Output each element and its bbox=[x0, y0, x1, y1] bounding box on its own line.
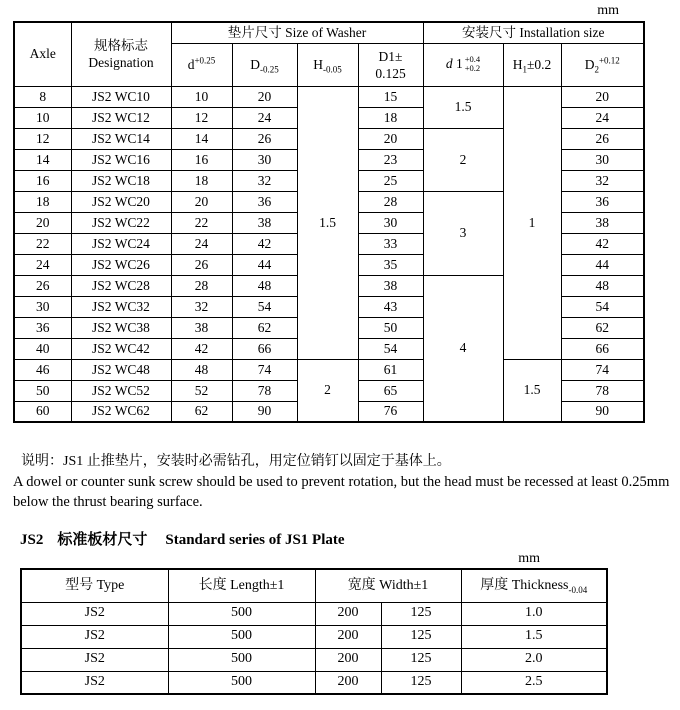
cell-D1: 54 bbox=[358, 338, 423, 359]
col-header-H1: $H_1\pm 0.2$ bbox=[503, 43, 561, 86]
cell-designation: JS2 WC24 bbox=[71, 233, 171, 254]
cell-D: 42 bbox=[232, 233, 297, 254]
cell-type: JS2 bbox=[21, 602, 168, 625]
cell-type: JS2 bbox=[21, 671, 168, 694]
cell-axle: 26 bbox=[14, 275, 71, 296]
cell-d1-merged: 3 bbox=[423, 191, 503, 275]
cell-H1-merged: 1.5 bbox=[503, 359, 561, 422]
tolerance-sub: -0.25 bbox=[260, 64, 279, 75]
cell-length: 500 bbox=[168, 625, 315, 648]
cell-D: 38 bbox=[232, 212, 297, 233]
cell-d1-merged: 4 bbox=[423, 275, 503, 422]
designation-en: Designation bbox=[88, 55, 154, 71]
col-header-D1: D1± 0.125 bbox=[358, 43, 423, 86]
cell-D1: 18 bbox=[358, 107, 423, 128]
cell-width-200: 200 bbox=[315, 625, 381, 648]
cell-d: 32 bbox=[171, 296, 232, 317]
cell-D1: 25 bbox=[358, 170, 423, 191]
col-header-D: $D_{-0.25}$ bbox=[232, 43, 297, 86]
cell-D: 24 bbox=[232, 107, 297, 128]
cell-H-merged: 1.5 bbox=[297, 86, 358, 359]
cell-D1: 33 bbox=[358, 233, 423, 254]
designation-zh: 规格标志 bbox=[94, 38, 148, 54]
cell-D2: 24 bbox=[561, 107, 644, 128]
col-header-axle: Axle bbox=[14, 22, 71, 86]
cell-d: 48 bbox=[171, 359, 232, 380]
cell-axle: 24 bbox=[14, 254, 71, 275]
washer-spec-table-header bbox=[14, 22, 644, 86]
cell-designation: JS2 WC52 bbox=[71, 380, 171, 401]
cell-d: 38 bbox=[171, 317, 232, 338]
col-header-width: 宽度 Width±1 bbox=[315, 569, 461, 602]
cell-D1: 28 bbox=[358, 191, 423, 212]
cell-axle: 46 bbox=[14, 359, 71, 380]
cell-length: 500 bbox=[168, 648, 315, 671]
col-header-type: 型号 Type bbox=[21, 569, 168, 602]
cell-H1-merged: 1 bbox=[503, 86, 561, 359]
cell-D: 26 bbox=[232, 128, 297, 149]
col-header-H: $H_{-0.05}$ bbox=[297, 43, 358, 86]
cell-D: 54 bbox=[232, 296, 297, 317]
cell-axle: 8 bbox=[14, 86, 71, 107]
cell-D2: 78 bbox=[561, 380, 644, 401]
cell-D: 32 bbox=[232, 170, 297, 191]
cell-D2: 90 bbox=[561, 401, 644, 422]
washer-spec-table bbox=[13, 21, 645, 423]
note-line-en-1: A dowel or counter sunk screw should be used to prevent rotation, but the head must be recessed at least 0.25mm bbox=[13, 474, 670, 490]
cell-axle: 20 bbox=[14, 212, 71, 233]
cell-d: 12 bbox=[171, 107, 232, 128]
cell-d: 10 bbox=[171, 86, 232, 107]
cell-D1: 23 bbox=[358, 149, 423, 170]
tolerance-sub: 2 bbox=[594, 64, 599, 75]
cell-axle: 36 bbox=[14, 317, 71, 338]
group-header-row bbox=[14, 22, 644, 43]
cell-D1: 76 bbox=[358, 401, 423, 422]
tolerance-sup: +0.25 bbox=[194, 55, 216, 66]
cell-axle: 50 bbox=[14, 380, 71, 401]
cell-designation: JS2 WC12 bbox=[71, 107, 171, 128]
cell-D1: 50 bbox=[358, 317, 423, 338]
cell-D1: 35 bbox=[358, 254, 423, 275]
cell-D: 66 bbox=[232, 338, 297, 359]
cell-designation: JS2 WC10 bbox=[71, 86, 171, 107]
cell-d1-merged: 1.5 bbox=[423, 86, 503, 128]
tolerance-sub: -0.04 bbox=[568, 584, 588, 595]
cell-D1: 65 bbox=[358, 380, 423, 401]
cell-D1: 61 bbox=[358, 359, 423, 380]
cell-width-200: 200 bbox=[315, 648, 381, 671]
cell-d: 52 bbox=[171, 380, 232, 401]
plate-header-row bbox=[21, 569, 607, 602]
cell-designation: JS2 WC62 bbox=[71, 401, 171, 422]
cell-designation: JS2 WC22 bbox=[71, 212, 171, 233]
cell-D2: 66 bbox=[561, 338, 644, 359]
tolerance-sub: 1 bbox=[522, 64, 527, 75]
cell-D2: 36 bbox=[561, 191, 644, 212]
cell-thickness: 2.5 bbox=[461, 671, 607, 694]
plate-size-table bbox=[20, 568, 608, 695]
plate-row bbox=[21, 671, 607, 694]
plate-row bbox=[21, 602, 607, 625]
unit-label-table2: mm bbox=[518, 551, 540, 566]
note-line-en-2: below the thrust bearing surface. bbox=[13, 494, 203, 510]
cell-width-125: 125 bbox=[381, 625, 461, 648]
cell-designation: JS2 WC38 bbox=[71, 317, 171, 338]
group-header-installation-size: 安装尺寸 Installation size bbox=[423, 22, 644, 43]
cell-d: 18 bbox=[171, 170, 232, 191]
section2-heading bbox=[20, 531, 680, 549]
cell-D: 30 bbox=[232, 149, 297, 170]
cell-designation: JS2 WC16 bbox=[71, 149, 171, 170]
cell-D1: 20 bbox=[358, 128, 423, 149]
col-header-d1: d 1 +0.4 +0.2 bbox=[423, 43, 503, 86]
cell-d: 62 bbox=[171, 401, 232, 422]
cell-D1: 43 bbox=[358, 296, 423, 317]
cell-designation: JS2 WC48 bbox=[71, 359, 171, 380]
group-header-washer-size: 垫片尺寸 Size of Washer bbox=[171, 22, 423, 43]
plate-row bbox=[21, 648, 607, 671]
cell-d: 14 bbox=[171, 128, 232, 149]
cell-d: 28 bbox=[171, 275, 232, 296]
cell-D2: 32 bbox=[561, 170, 644, 191]
col-header-D2: $D_2^{+0.12}$ bbox=[561, 43, 644, 86]
cell-D2: 62 bbox=[561, 317, 644, 338]
cell-D1: 30 bbox=[358, 212, 423, 233]
cell-width-125: 125 bbox=[381, 602, 461, 625]
cell-axle: 12 bbox=[14, 128, 71, 149]
cell-D1: 38 bbox=[358, 275, 423, 296]
cell-D: 48 bbox=[232, 275, 297, 296]
plate-row bbox=[21, 625, 607, 648]
cell-D2: 38 bbox=[561, 212, 644, 233]
spec-row bbox=[14, 359, 644, 380]
cell-axle: 22 bbox=[14, 233, 71, 254]
spec-row bbox=[14, 86, 644, 107]
cell-D: 90 bbox=[232, 401, 297, 422]
col-header-thickness: 厚度 Thickness$_{-0.04}$ bbox=[461, 569, 607, 602]
cell-D: 20 bbox=[232, 86, 297, 107]
col-header-d: $d^{+0.25}$ bbox=[171, 43, 232, 86]
cell-d1-merged: 2 bbox=[423, 128, 503, 191]
tolerance-sup: +0.12 bbox=[598, 55, 620, 66]
plate-size-table-body bbox=[21, 602, 607, 694]
section2-title-en: Standard series of JS1 Plate bbox=[165, 532, 345, 548]
cell-axle: 10 bbox=[14, 107, 71, 128]
cell-D2: 48 bbox=[561, 275, 644, 296]
cell-width-125: 125 bbox=[381, 648, 461, 671]
cell-width-200: 200 bbox=[315, 671, 381, 694]
cell-length: 500 bbox=[168, 671, 315, 694]
cell-type: JS2 bbox=[21, 648, 168, 671]
cell-D: 36 bbox=[232, 191, 297, 212]
cell-D2: 54 bbox=[561, 296, 644, 317]
tolerance-stack: +0.4 +0.2 bbox=[464, 53, 481, 73]
cell-D: 78 bbox=[232, 380, 297, 401]
cell-d: 42 bbox=[171, 338, 232, 359]
cell-d: 26 bbox=[171, 254, 232, 275]
cell-thickness: 2.0 bbox=[461, 648, 607, 671]
cell-D: 74 bbox=[232, 359, 297, 380]
note-line-zh: 说明：JS1 止推垫片，安装时必需钻孔，用定位销钉以固定于基体上。 bbox=[21, 454, 451, 469]
cell-axle: 60 bbox=[14, 401, 71, 422]
cell-axle: 18 bbox=[14, 191, 71, 212]
cell-D2: 20 bbox=[561, 86, 644, 107]
cell-width-200: 200 bbox=[315, 602, 381, 625]
cell-designation: JS2 WC42 bbox=[71, 338, 171, 359]
col-header-designation bbox=[71, 22, 171, 86]
washer-spec-table-body bbox=[14, 86, 644, 422]
cell-axle: 16 bbox=[14, 170, 71, 191]
note-block bbox=[13, 452, 680, 512]
col-header-length: 长度 Length±1 bbox=[168, 569, 315, 602]
section2-title-zh: 标准板材尺寸 bbox=[57, 532, 148, 548]
cell-D2: 42 bbox=[561, 233, 644, 254]
cell-designation: JS2 WC14 bbox=[71, 128, 171, 149]
plate-size-table-header bbox=[21, 569, 607, 602]
tolerance-sub: -0.05 bbox=[323, 64, 342, 75]
cell-length: 500 bbox=[168, 602, 315, 625]
section2-code: JS2 bbox=[20, 532, 44, 548]
cell-designation: JS2 WC32 bbox=[71, 296, 171, 317]
cell-type: JS2 bbox=[21, 625, 168, 648]
cell-d: 20 bbox=[171, 191, 232, 212]
cell-D: 44 bbox=[232, 254, 297, 275]
cell-designation: JS2 WC28 bbox=[71, 275, 171, 296]
unit-label-top: mm bbox=[597, 3, 619, 18]
cell-H-merged: 2 bbox=[297, 359, 358, 422]
cell-designation: JS2 WC18 bbox=[71, 170, 171, 191]
cell-D2: 30 bbox=[561, 149, 644, 170]
cell-d: 22 bbox=[171, 212, 232, 233]
cell-designation: JS2 WC20 bbox=[71, 191, 171, 212]
cell-width-125: 125 bbox=[381, 671, 461, 694]
cell-D1: 15 bbox=[358, 86, 423, 107]
cell-thickness: 1.0 bbox=[461, 602, 607, 625]
cell-D2: 44 bbox=[561, 254, 644, 275]
cell-d: 24 bbox=[171, 233, 232, 254]
cell-D2: 74 bbox=[561, 359, 644, 380]
cell-thickness: 1.5 bbox=[461, 625, 607, 648]
cell-D: 62 bbox=[232, 317, 297, 338]
cell-designation: JS2 WC26 bbox=[71, 254, 171, 275]
cell-axle: 30 bbox=[14, 296, 71, 317]
cell-d: 16 bbox=[171, 149, 232, 170]
cell-D2: 26 bbox=[561, 128, 644, 149]
cell-axle: 40 bbox=[14, 338, 71, 359]
cell-axle: 14 bbox=[14, 149, 71, 170]
